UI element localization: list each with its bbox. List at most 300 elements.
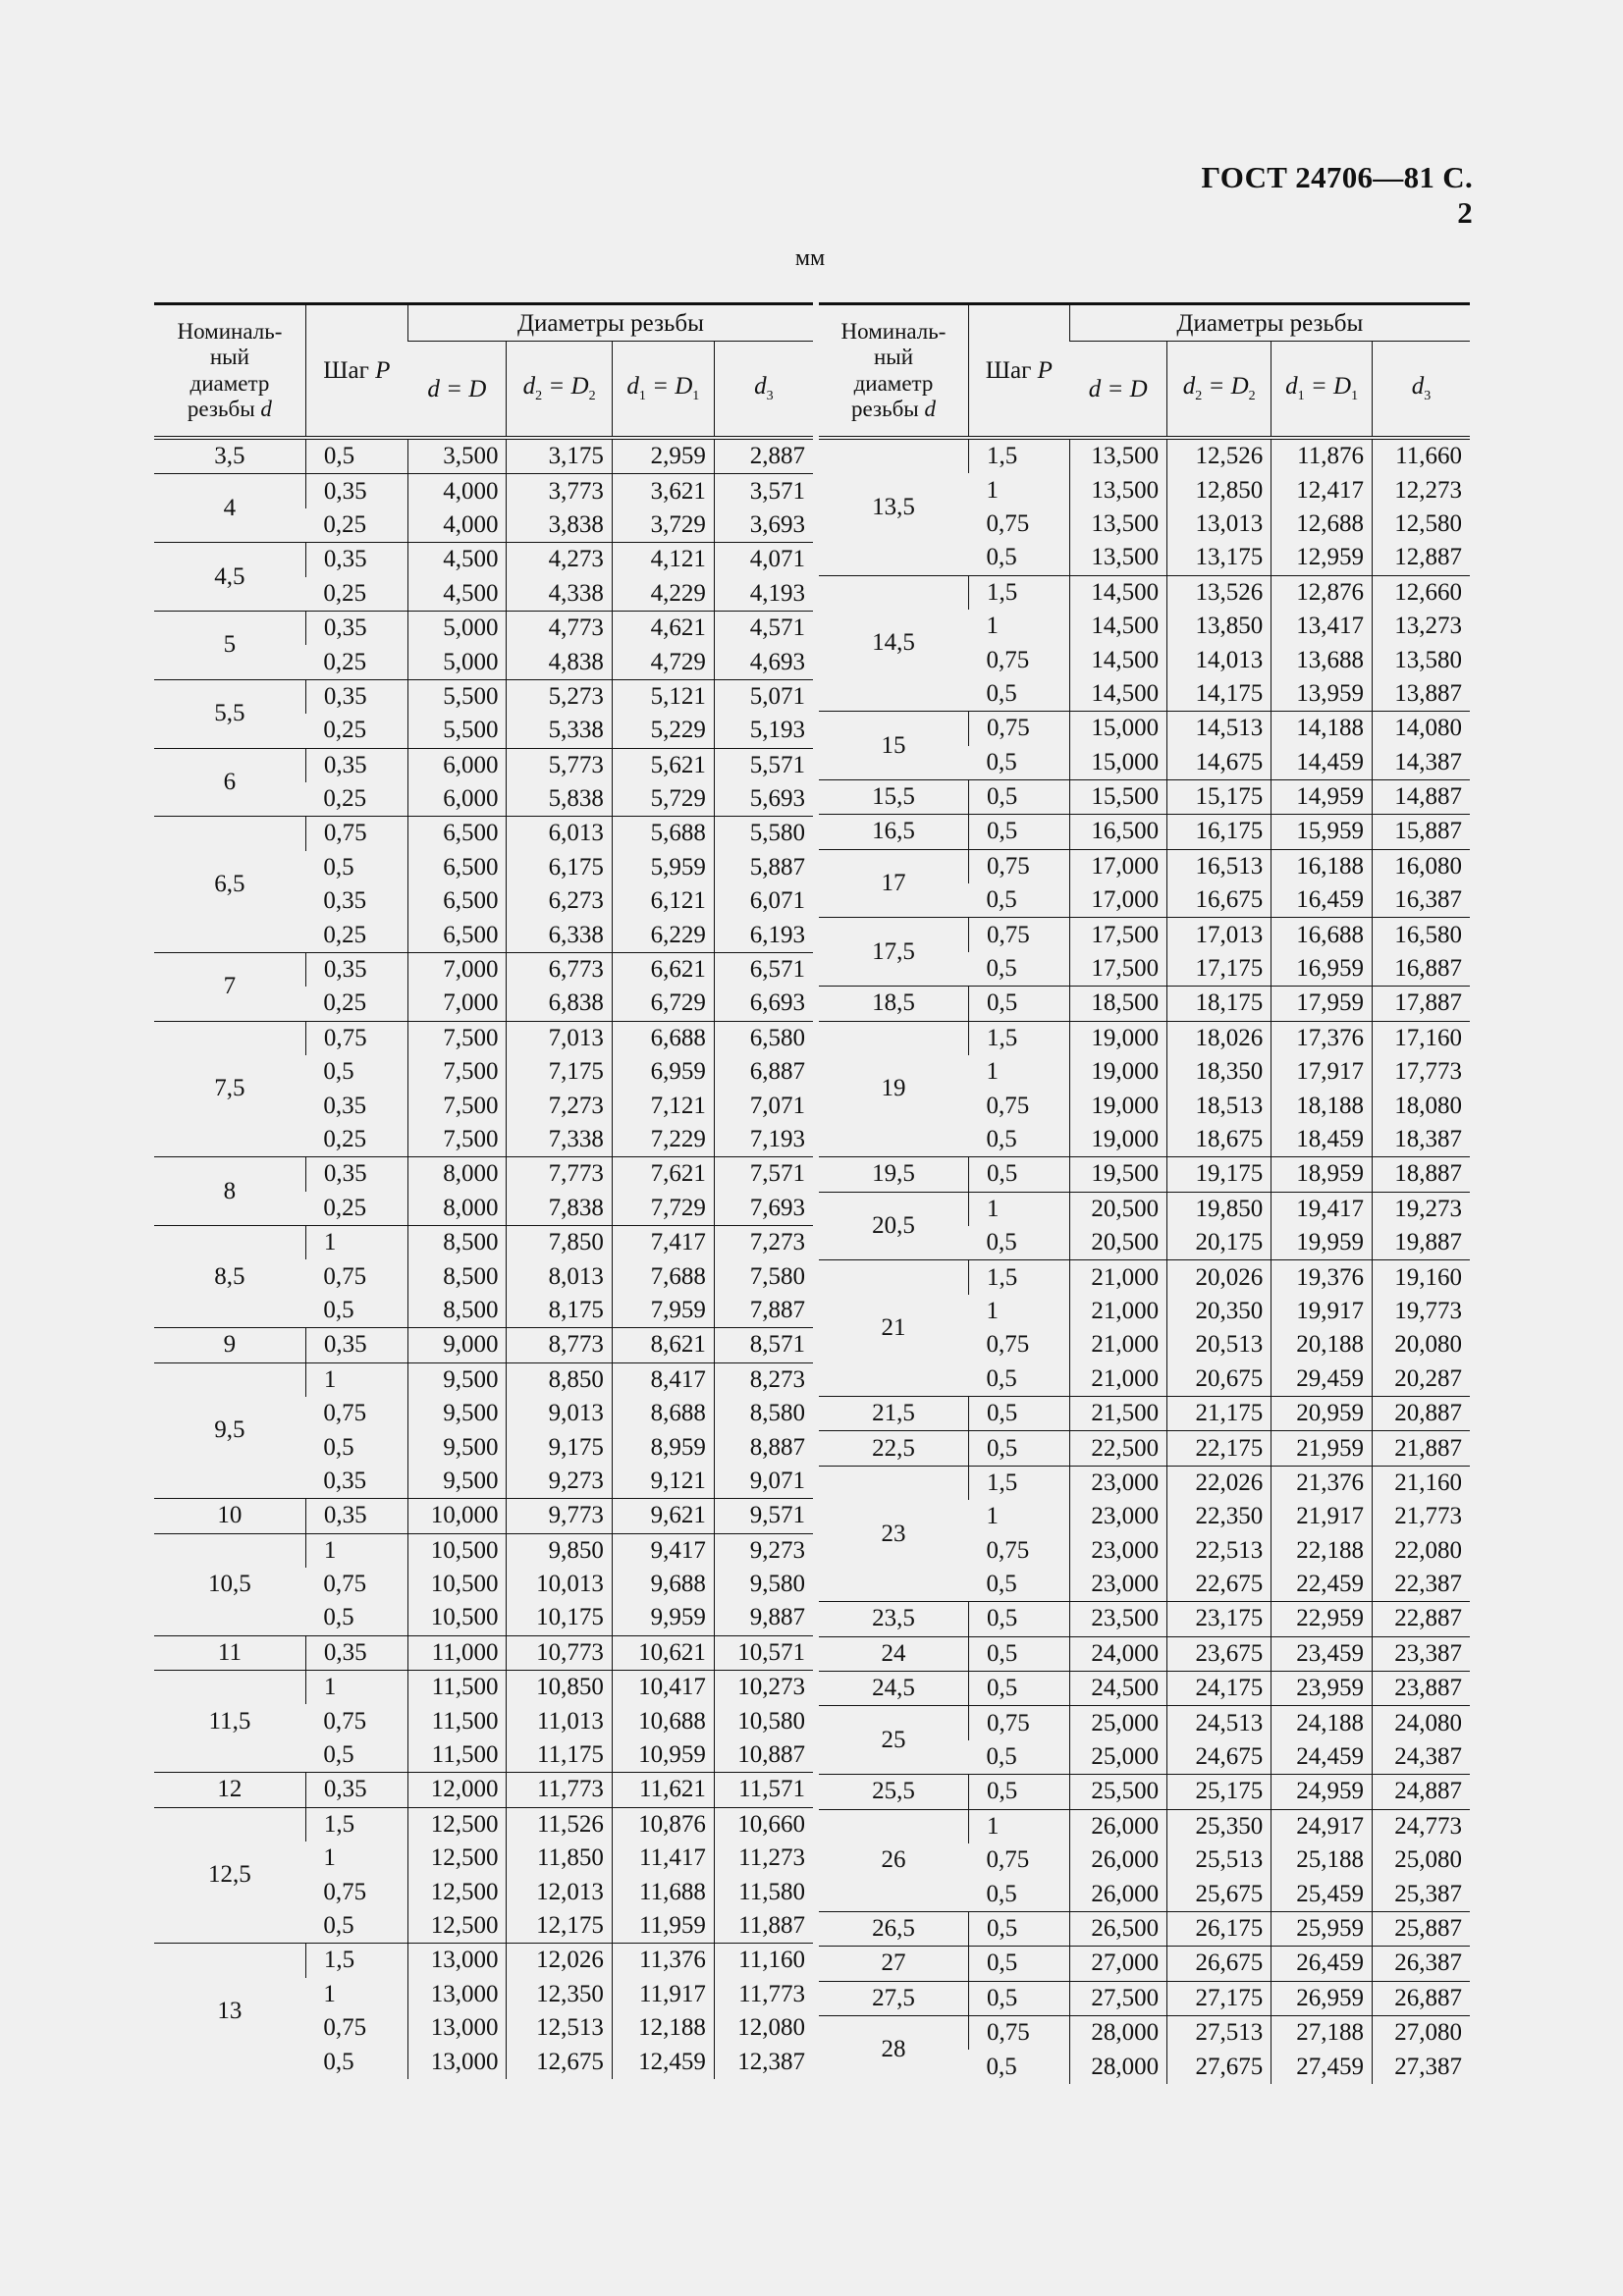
d1-cell: 2,959: [612, 438, 714, 474]
d2-cell: 14,513: [1167, 712, 1271, 746]
d-cell: 9,500: [407, 1430, 507, 1464]
d3-cell: 16,580: [1373, 918, 1471, 952]
d3-cell: 7,071: [714, 1089, 813, 1122]
d2-cell: 22,513: [1167, 1534, 1271, 1568]
d1-cell: 7,121: [612, 1089, 714, 1122]
d-cell: 19,000: [1069, 1055, 1166, 1089]
pitch-cell: 0,5: [968, 779, 1069, 814]
pitch-cell: 0,5: [968, 1636, 1069, 1671]
d3-cell: 16,387: [1373, 883, 1471, 918]
d2-cell: 11,526: [507, 1807, 612, 1842]
pitch-cell: 0,5: [968, 1672, 1069, 1706]
d2-cell: 13,526: [1167, 575, 1271, 610]
d2-cell: 4,838: [507, 645, 612, 679]
d1-cell: 5,959: [612, 851, 714, 884]
d3-cell: 13,580: [1373, 643, 1471, 676]
nominal-diameter-cell: 26,5: [819, 1911, 968, 1946]
pitch-cell: 0,5: [323, 2048, 354, 2075]
d3-cell: 7,193: [714, 1123, 813, 1157]
d3-cell: 21,887: [1373, 1431, 1471, 1466]
d2-cell: 19,175: [1167, 1157, 1271, 1192]
d2-cell: 12,026: [507, 1944, 612, 1978]
d3-cell: 9,273: [714, 1533, 813, 1568]
pitch-cell: 0,5: [986, 2053, 1017, 2080]
d3-cell: 19,887: [1373, 1226, 1471, 1260]
d2-cell: 6,175: [507, 851, 612, 884]
pitch-cell: 0,5: [986, 1126, 1017, 1152]
d1-cell: 21,917: [1271, 1500, 1373, 1533]
nominal-diameter-cell: 25: [819, 1706, 968, 1775]
d-cell: 7,000: [407, 952, 507, 987]
d3-cell: 26,887: [1373, 1981, 1471, 2015]
d2-cell: 8,773: [507, 1328, 612, 1362]
d2-cell: 7,273: [507, 1089, 612, 1122]
thread-table-left: [154, 302, 813, 2079]
d3-cell: 10,273: [714, 1671, 813, 1705]
nominal-diameter-cell: 11,5: [154, 1671, 305, 1773]
d1-cell: 7,229: [612, 1123, 714, 1157]
pitch-cell: 0,25: [323, 989, 367, 1017]
d3-cell: 4,693: [714, 645, 813, 679]
pitch-cell: 0,5: [968, 1431, 1069, 1466]
pitch-cell: 0,75: [986, 509, 1030, 537]
d-cell: 27,000: [1069, 1947, 1166, 1981]
nominal-diameter-cell: 20,5: [819, 1192, 968, 1260]
d-cell: 13,000: [407, 1944, 507, 1978]
pitch-cell: 0,5: [986, 886, 1017, 914]
d2-cell: 20,675: [1167, 1362, 1271, 1397]
d1-cell: 10,621: [612, 1635, 714, 1670]
d2-cell: 20,350: [1167, 1295, 1271, 1328]
thread-table: [819, 302, 1470, 2084]
d1-cell: 22,188: [1271, 1534, 1373, 1568]
d2-cell: 11,175: [507, 1738, 612, 1773]
d1-cell: 5,688: [612, 817, 714, 851]
d2-cell: 3,838: [507, 508, 612, 543]
pitch-cell: 0,5: [968, 1775, 1069, 1809]
d-cell: 15,000: [1069, 712, 1166, 746]
d2-cell: 16,513: [1167, 849, 1271, 883]
header-col-d-eq-D: d = D: [1069, 342, 1166, 439]
pitch-cell: 1,5: [968, 438, 1069, 473]
d-cell: 14,500: [1069, 610, 1166, 643]
d2-cell: 15,175: [1167, 779, 1271, 814]
d-cell: 13,500: [1069, 507, 1166, 541]
d3-cell: 4,071: [714, 543, 813, 577]
d1-cell: 4,621: [612, 611, 714, 645]
pitch-cell: 1: [968, 1809, 1069, 1843]
d-cell: 7,500: [407, 1123, 507, 1157]
pitch-cell: 0,5: [323, 853, 354, 881]
d3-cell: 5,693: [714, 782, 813, 817]
d1-cell: 8,621: [612, 1328, 714, 1362]
d-cell: 10,500: [407, 1601, 507, 1635]
d2-cell: 7,850: [507, 1225, 612, 1259]
d1-cell: 14,188: [1271, 712, 1373, 746]
d3-cell: 2,887: [714, 438, 813, 474]
pitch-cell: 0,5: [986, 1880, 1017, 1907]
d1-cell: 22,959: [1271, 1602, 1373, 1636]
pitch-cell: 1,5: [968, 1466, 1069, 1500]
d1-cell: 9,688: [612, 1568, 714, 1601]
d2-cell: 7,013: [507, 1021, 612, 1055]
nominal-diameter-cell: 17: [819, 849, 968, 918]
d2-cell: 12,526: [1167, 438, 1271, 473]
d2-cell: 3,773: [507, 474, 612, 508]
nominal-diameter-cell: 16,5: [819, 815, 968, 849]
d1-cell: 24,459: [1271, 1740, 1373, 1775]
d3-cell: 15,887: [1373, 815, 1471, 849]
d1-cell: 8,688: [612, 1397, 714, 1430]
d-cell: 17,000: [1069, 883, 1166, 918]
d-cell: 13,000: [407, 2011, 507, 2045]
d2-cell: 25,350: [1167, 1809, 1271, 1843]
d1-cell: 29,459: [1271, 1362, 1373, 1397]
d1-cell: 19,376: [1271, 1260, 1373, 1295]
d1-cell: 11,417: [612, 1842, 714, 1875]
d3-cell: 11,571: [714, 1773, 813, 1807]
pitch-cell: 0,5: [323, 1911, 354, 1939]
table-row: [154, 1533, 813, 1568]
d2-cell: 14,175: [1167, 677, 1271, 712]
d-cell: 10,000: [407, 1499, 507, 1533]
d-cell: 19,000: [1069, 1123, 1166, 1157]
d-cell: 5,500: [407, 714, 507, 748]
table-row: [819, 987, 1470, 1021]
d3-cell: 8,571: [714, 1328, 813, 1362]
pitch-cell: 1: [986, 1297, 999, 1324]
d-cell: 14,500: [1069, 677, 1166, 712]
pitch-cell: 1: [323, 1844, 336, 1872]
d3-cell: 6,571: [714, 952, 813, 987]
d3-cell: 16,887: [1373, 952, 1471, 987]
d-cell: 6,500: [407, 817, 507, 851]
d1-cell: 13,417: [1271, 610, 1373, 643]
d3-cell: 4,193: [714, 577, 813, 612]
d2-cell: 19,850: [1167, 1192, 1271, 1226]
d3-cell: 11,160: [714, 1944, 813, 1978]
d2-cell: 6,338: [507, 918, 612, 952]
d-cell: 7,000: [407, 987, 507, 1021]
d-cell: 24,000: [1069, 1636, 1166, 1671]
d3-cell: 22,887: [1373, 1602, 1471, 1636]
d2-cell: 12,850: [1167, 473, 1271, 507]
d1-cell: 5,121: [612, 679, 714, 714]
pitch-cell: 0,75: [323, 1878, 367, 1905]
nominal-diameter-cell: 19: [819, 1021, 968, 1157]
d1-cell: 17,959: [1271, 987, 1373, 1021]
table-row: [154, 1773, 813, 1807]
d3-cell: 7,580: [714, 1259, 813, 1293]
d2-cell: 27,675: [1167, 2050, 1271, 2083]
nominal-diameter-cell: 4: [154, 474, 305, 543]
nominal-diameter-cell: 13,5: [819, 438, 968, 575]
d2-cell: 14,675: [1167, 746, 1271, 780]
d-cell: 3,500: [407, 438, 507, 474]
pitch-cell: 1: [305, 1362, 407, 1397]
d1-cell: 23,459: [1271, 1636, 1373, 1671]
nominal-diameter-cell: 5,5: [154, 679, 305, 748]
pitch-cell: 0,5: [323, 1741, 354, 1769]
pitch-cell: 0,75: [323, 1707, 367, 1735]
d2-cell: 22,026: [1167, 1466, 1271, 1500]
pitch-cell: 0,5: [968, 1396, 1069, 1430]
table-row: [154, 1635, 813, 1670]
d3-cell: 27,080: [1373, 2015, 1471, 2050]
d-cell: 9,500: [407, 1465, 507, 1499]
d-cell: 26,000: [1069, 1877, 1166, 1911]
table-row: [154, 1362, 813, 1397]
d2-cell: 25,513: [1167, 1843, 1271, 1877]
d2-cell: 7,838: [507, 1192, 612, 1226]
nominal-diameter-cell: 12: [154, 1773, 305, 1807]
header-step: Шаг P: [305, 304, 407, 439]
pitch-cell: 0,35: [323, 887, 367, 915]
table-row: [154, 679, 813, 714]
table-row: [154, 1944, 813, 1978]
d1-cell: 6,229: [612, 918, 714, 952]
pitch-cell: 0,75: [323, 1262, 367, 1290]
page-title: ГОСТ 24706—81 С. 2: [1201, 160, 1473, 230]
nominal-diameter-cell: 28: [819, 2015, 968, 2083]
d2-cell: 9,850: [507, 1533, 612, 1568]
d3-cell: 20,887: [1373, 1396, 1471, 1430]
d1-cell: 7,688: [612, 1259, 714, 1293]
table-row: [819, 1706, 1470, 1740]
d2-cell: 11,013: [507, 1704, 612, 1737]
nominal-diameter-cell: 24: [819, 1636, 968, 1671]
pitch-cell: 0,75: [986, 1536, 1030, 1564]
d3-cell: 26,387: [1373, 1947, 1471, 1981]
pitch-cell: 0,75: [323, 1571, 367, 1598]
nominal-diameter-cell: 24,5: [819, 1672, 968, 1706]
nominal-diameter-cell: 25,5: [819, 1775, 968, 1809]
d3-cell: 6,693: [714, 987, 813, 1021]
d1-cell: 18,188: [1271, 1089, 1373, 1122]
d1-cell: 5,729: [612, 782, 714, 817]
d3-cell: 17,887: [1373, 987, 1471, 1021]
table-row: [154, 817, 813, 851]
table-row: [154, 1157, 813, 1192]
pitch-cell: 1,5: [968, 1021, 1069, 1055]
nominal-diameter-cell: 8,5: [154, 1225, 305, 1327]
pitch-cell: 0,5: [968, 1602, 1069, 1636]
d3-cell: 13,887: [1373, 677, 1471, 712]
d1-cell: 25,188: [1271, 1843, 1373, 1877]
pitch-cell: 0,35: [305, 611, 407, 645]
pitch-cell: 0,5: [968, 815, 1069, 849]
d3-cell: 18,387: [1373, 1123, 1471, 1157]
d1-cell: 3,729: [612, 508, 714, 543]
d3-cell: 10,571: [714, 1635, 813, 1670]
d-cell: 8,500: [407, 1259, 507, 1293]
d-cell: 11,000: [407, 1635, 507, 1670]
d2-cell: 12,013: [507, 1875, 612, 1908]
d2-cell: 6,013: [507, 817, 612, 851]
d1-cell: 6,688: [612, 1021, 714, 1055]
table-row: [819, 1775, 1470, 1809]
d-cell: 7,500: [407, 1021, 507, 1055]
d3-cell: 24,887: [1373, 1775, 1471, 1809]
d1-cell: 5,229: [612, 714, 714, 748]
d2-cell: 24,513: [1167, 1706, 1271, 1740]
header-col-d3: $d_3$: [714, 342, 813, 439]
d1-cell: 4,229: [612, 577, 714, 612]
pitch-cell: 0,25: [323, 510, 367, 538]
d-cell: 15,000: [1069, 746, 1166, 780]
table-row: [154, 543, 813, 577]
d1-cell: 16,959: [1271, 952, 1373, 987]
d2-cell: 3,175: [507, 438, 612, 474]
d-cell: 6,000: [407, 782, 507, 817]
d3-cell: 17,160: [1373, 1021, 1471, 1055]
d-cell: 28,000: [1069, 2050, 1166, 2083]
d3-cell: 10,580: [714, 1704, 813, 1737]
d1-cell: 13,959: [1271, 677, 1373, 712]
d2-cell: 12,675: [507, 2045, 612, 2078]
table-row: [819, 815, 1470, 849]
table-row: [154, 611, 813, 645]
d2-cell: 20,513: [1167, 1328, 1271, 1362]
pitch-cell: 0,5: [986, 1743, 1017, 1771]
d2-cell: 25,175: [1167, 1775, 1271, 1809]
pitch-cell: 1: [968, 1192, 1069, 1226]
d-cell: 13,500: [1069, 473, 1166, 507]
d1-cell: 6,729: [612, 987, 714, 1021]
d3-cell: 12,387: [714, 2045, 813, 2078]
d-cell: 5,000: [407, 611, 507, 645]
d-cell: 25,000: [1069, 1706, 1166, 1740]
d3-cell: 27,387: [1373, 2050, 1471, 2083]
d-cell: 17,500: [1069, 918, 1166, 952]
d3-cell: 12,273: [1373, 473, 1471, 507]
d3-cell: 7,571: [714, 1157, 813, 1192]
nominal-diameter-cell: 23: [819, 1466, 968, 1602]
d-cell: 17,500: [1069, 952, 1166, 987]
d-cell: 11,500: [407, 1738, 507, 1773]
d3-cell: 7,693: [714, 1192, 813, 1226]
nominal-diameter-cell: 19,5: [819, 1157, 968, 1192]
d-cell: 8,000: [407, 1192, 507, 1226]
table-row: [819, 1021, 1470, 1055]
d3-cell: 25,887: [1373, 1911, 1471, 1946]
table-row: [154, 1807, 813, 1842]
d2-cell: 4,273: [507, 543, 612, 577]
d1-cell: 22,459: [1271, 1568, 1373, 1602]
d1-cell: 25,959: [1271, 1911, 1373, 1946]
d1-cell: 7,729: [612, 1192, 714, 1226]
pitch-cell: 1: [305, 1533, 407, 1568]
d2-cell: 22,675: [1167, 1568, 1271, 1602]
nominal-diameter-cell: 9,5: [154, 1362, 305, 1499]
d1-cell: 11,959: [612, 1909, 714, 1944]
d1-cell: 8,417: [612, 1362, 714, 1397]
d1-cell: 9,959: [612, 1601, 714, 1635]
d1-cell: 17,376: [1271, 1021, 1373, 1055]
d-cell: 21,000: [1069, 1362, 1166, 1397]
pitch-cell: 0,75: [968, 2015, 1069, 2050]
d2-cell: 4,338: [507, 577, 612, 612]
d3-cell: 20,287: [1373, 1362, 1471, 1397]
header-col-d2-eq-D2: $d_2 = D_2$: [1167, 342, 1271, 439]
pitch-cell: 1,5: [968, 1260, 1069, 1295]
table-row: [819, 779, 1470, 814]
table-row: [154, 748, 813, 782]
d2-cell: 18,175: [1167, 987, 1271, 1021]
d1-cell: 8,959: [612, 1430, 714, 1464]
d3-cell: 6,580: [714, 1021, 813, 1055]
d1-cell: 18,459: [1271, 1123, 1373, 1157]
pitch-cell: 0,5: [986, 955, 1017, 983]
pitch-cell: 0,5: [986, 679, 1017, 707]
d1-cell: 12,188: [612, 2011, 714, 2045]
d-cell: 22,500: [1069, 1431, 1166, 1466]
nominal-diameter-cell: 9: [154, 1328, 305, 1362]
table-row: [819, 1636, 1470, 1671]
d1-cell: 11,688: [612, 1875, 714, 1908]
nominal-diameter-cell: 4,5: [154, 543, 305, 612]
pitch-cell: 0,25: [323, 921, 367, 948]
pitch-cell: 0,5: [323, 1296, 354, 1323]
nominal-diameter-cell: 15: [819, 712, 968, 780]
d-cell: 4,500: [407, 543, 507, 577]
d-cell: 9,000: [407, 1328, 507, 1362]
table-row: [819, 1672, 1470, 1706]
d2-cell: 11,773: [507, 1773, 612, 1807]
d2-cell: 12,513: [507, 2011, 612, 2045]
d3-cell: 9,571: [714, 1499, 813, 1533]
pitch-cell: 0,75: [968, 849, 1069, 883]
d-cell: 8,500: [407, 1225, 507, 1259]
d3-cell: 11,660: [1373, 438, 1471, 473]
d-cell: 21,000: [1069, 1260, 1166, 1295]
d-cell: 17,000: [1069, 849, 1166, 883]
thread-table-right: [819, 302, 1470, 2084]
d-cell: 8,500: [407, 1294, 507, 1328]
d-cell: 18,500: [1069, 987, 1166, 1021]
d-cell: 10,500: [407, 1568, 507, 1601]
pitch-cell: 0,5: [986, 544, 1017, 571]
pitch-cell: 0,5: [968, 1157, 1069, 1192]
pitch-cell: 0,35: [305, 543, 407, 577]
pitch-cell: 1: [986, 476, 999, 504]
d2-cell: 18,026: [1167, 1021, 1271, 1055]
table-row: [819, 1192, 1470, 1226]
pitch-cell: 0,25: [323, 648, 367, 675]
d2-cell: 5,273: [507, 679, 612, 714]
d-cell: 23,000: [1069, 1466, 1166, 1500]
d-cell: 24,500: [1069, 1672, 1166, 1706]
d-cell: 12,500: [407, 1807, 507, 1842]
pitch-cell: 0,35: [305, 748, 407, 782]
pitch-cell: 0,75: [968, 1706, 1069, 1740]
d2-cell: 26,175: [1167, 1911, 1271, 1946]
d2-cell: 24,675: [1167, 1740, 1271, 1775]
nominal-diameter-cell: 10,5: [154, 1533, 305, 1635]
d3-cell: 5,887: [714, 851, 813, 884]
d3-cell: 9,580: [714, 1568, 813, 1601]
header-col-d1-eq-D1: $d_1 = D_1$: [1271, 342, 1373, 439]
d1-cell: 21,959: [1271, 1431, 1373, 1466]
d3-cell: 6,071: [714, 884, 813, 918]
d-cell: 26,500: [1069, 1911, 1166, 1946]
d-cell: 4,000: [407, 474, 507, 508]
d3-cell: 23,887: [1373, 1672, 1471, 1706]
d-cell: 23,000: [1069, 1500, 1166, 1533]
table-row: [819, 712, 1470, 746]
d2-cell: 18,675: [1167, 1123, 1271, 1157]
d3-cell: 5,571: [714, 748, 813, 782]
